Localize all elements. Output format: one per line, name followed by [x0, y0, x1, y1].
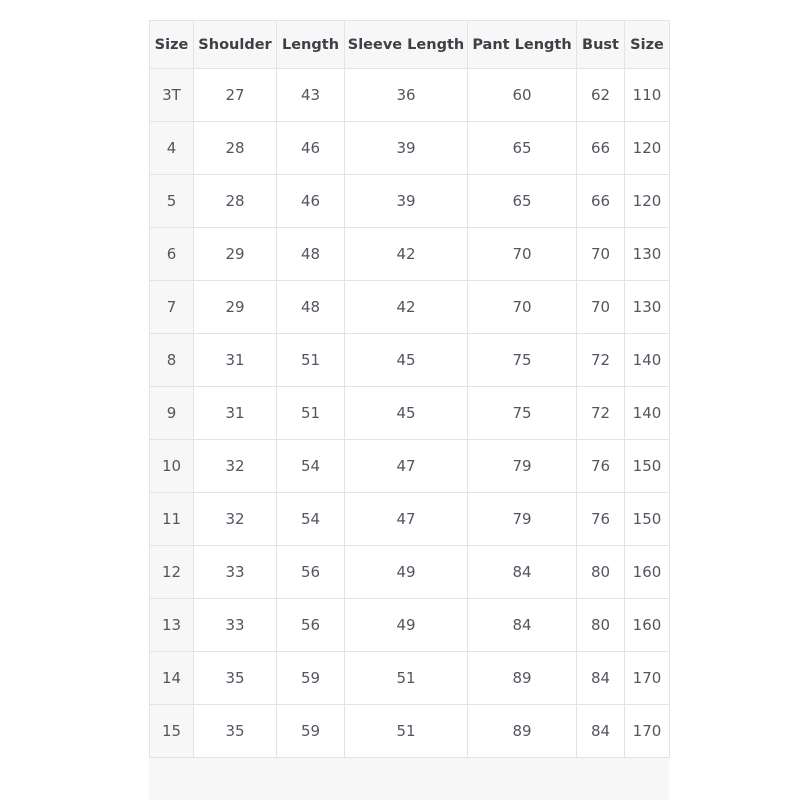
table-cell-length: 56: [277, 546, 345, 599]
table-cell-size-cm: 140: [625, 334, 670, 387]
table-cell-sleeve-length: 42: [345, 228, 468, 281]
table-cell-size: 12: [150, 546, 194, 599]
table-cell-bust: 66: [577, 122, 625, 175]
table-cell-shoulder: 29: [194, 281, 277, 334]
table-cell-pant-length: 70: [468, 281, 577, 334]
table-row: [150, 440, 670, 493]
table-cell-bust: 80: [577, 546, 625, 599]
table-cell-shoulder: 29: [194, 228, 277, 281]
table-cell-bust: 62: [577, 69, 625, 122]
table-row: [150, 705, 670, 758]
table-cell-length: 56: [277, 599, 345, 652]
size-chart-sheet: [149, 20, 669, 800]
header-row: [150, 21, 670, 69]
table-cell-pant-length: 60: [468, 69, 577, 122]
table-cell-length: 54: [277, 440, 345, 493]
table-cell-bust: 66: [577, 175, 625, 228]
table-cell-shoulder: 28: [194, 175, 277, 228]
table-cell-length: 59: [277, 652, 345, 705]
table-cell-pant-length: 89: [468, 705, 577, 758]
table-cell-sleeve-length: 45: [345, 387, 468, 440]
table-cell-shoulder: 28: [194, 122, 277, 175]
table-cell-length: 48: [277, 228, 345, 281]
table-cell-sleeve-length: 51: [345, 705, 468, 758]
table-cell-bust: 84: [577, 652, 625, 705]
table-cell-shoulder: 33: [194, 599, 277, 652]
table-cell-shoulder: 35: [194, 652, 277, 705]
table-cell-bust: 70: [577, 281, 625, 334]
table-cell-size-cm: 140: [625, 387, 670, 440]
table-cell-sleeve-length: 39: [345, 175, 468, 228]
table-cell-shoulder: 32: [194, 493, 277, 546]
table-row: [150, 334, 670, 387]
table-cell-pant-length: 84: [468, 599, 577, 652]
table-row: [150, 281, 670, 334]
table-header: [150, 21, 670, 69]
table-cell-size: 4: [150, 122, 194, 175]
table-cell-size: 5: [150, 175, 194, 228]
table-cell-pant-length: 65: [468, 122, 577, 175]
table-cell-size: 6: [150, 228, 194, 281]
table-cell-length: 54: [277, 493, 345, 546]
table-cell-shoulder: 31: [194, 334, 277, 387]
table-cell-pant-length: 84: [468, 546, 577, 599]
table-row: [150, 228, 670, 281]
table-cell-shoulder: 31: [194, 387, 277, 440]
table-cell-size: 8: [150, 334, 194, 387]
table-row: [150, 387, 670, 440]
table-row: [150, 122, 670, 175]
table-row: [150, 599, 670, 652]
table-cell-size-cm: 160: [625, 599, 670, 652]
table-cell-sleeve-length: 49: [345, 599, 468, 652]
table-cell-size-cm: 160: [625, 546, 670, 599]
table-cell-shoulder: 33: [194, 546, 277, 599]
table-cell-size-cm: 120: [625, 122, 670, 175]
table-cell-bust: 72: [577, 387, 625, 440]
table-cell-shoulder: 27: [194, 69, 277, 122]
table-cell-pant-length: 65: [468, 175, 577, 228]
table-cell-size-cm: 150: [625, 493, 670, 546]
table-cell-sleeve-length: 42: [345, 281, 468, 334]
table-cell-size-cm: 150: [625, 440, 670, 493]
table-cell-pant-length: 75: [468, 334, 577, 387]
table-cell-size-cm: 170: [625, 652, 670, 705]
table-cell-sleeve-length: 45: [345, 334, 468, 387]
table-cell-pant-length: 70: [468, 228, 577, 281]
table-cell-length: 51: [277, 334, 345, 387]
table-row: [150, 69, 670, 122]
table-row: [150, 175, 670, 228]
table-cell-sleeve-length: 39: [345, 122, 468, 175]
table-cell-sleeve-length: 47: [345, 440, 468, 493]
table-cell-size-cm: 120: [625, 175, 670, 228]
table-cell-size: 7: [150, 281, 194, 334]
size-chart-table: [149, 20, 670, 758]
table-cell-size: 9: [150, 387, 194, 440]
table-cell-size: 3T: [150, 69, 194, 122]
table-cell-length: 46: [277, 175, 345, 228]
table-cell-length: 48: [277, 281, 345, 334]
table-row: [150, 546, 670, 599]
table-cell-pant-length: 89: [468, 652, 577, 705]
table-cell-size-cm: 110: [625, 69, 670, 122]
table-cell-pant-length: 79: [468, 493, 577, 546]
table-cell-pant-length: 75: [468, 387, 577, 440]
table-cell-length: 51: [277, 387, 345, 440]
table-cell-shoulder: 32: [194, 440, 277, 493]
table-cell-sleeve-length: 51: [345, 652, 468, 705]
table-cell-pant-length: 79: [468, 440, 577, 493]
column-header-sleeve-length: Sleeve Length: [345, 21, 468, 69]
table-cell-length: 46: [277, 122, 345, 175]
table-cell-shoulder: 35: [194, 705, 277, 758]
column-header-shoulder: Shoulder: [194, 21, 277, 69]
table-cell-size-cm: 130: [625, 228, 670, 281]
table-cell-length: 59: [277, 705, 345, 758]
table-cell-sleeve-length: 49: [345, 546, 468, 599]
table-cell-size: 11: [150, 493, 194, 546]
table-cell-bust: 76: [577, 440, 625, 493]
table-cell-size: 15: [150, 705, 194, 758]
table-cell-bust: 72: [577, 334, 625, 387]
table-cell-size-cm: 170: [625, 705, 670, 758]
column-header-size-cm: Size: [625, 21, 670, 69]
table-body: [150, 69, 670, 758]
table-row: [150, 493, 670, 546]
column-header-length: Length: [277, 21, 345, 69]
table-cell-size: 13: [150, 599, 194, 652]
column-header-size: Size: [150, 21, 194, 69]
table-cell-bust: 84: [577, 705, 625, 758]
table-cell-sleeve-length: 36: [345, 69, 468, 122]
column-header-pant-length: Pant Length: [468, 21, 577, 69]
table-cell-size-cm: 130: [625, 281, 670, 334]
table-cell-bust: 70: [577, 228, 625, 281]
table-cell-length: 43: [277, 69, 345, 122]
table-cell-sleeve-length: 47: [345, 493, 468, 546]
table-cell-bust: 76: [577, 493, 625, 546]
table-cell-size: 10: [150, 440, 194, 493]
column-header-bust: Bust: [577, 21, 625, 69]
table-cell-bust: 80: [577, 599, 625, 652]
table-row: [150, 652, 670, 705]
table-cell-size: 14: [150, 652, 194, 705]
